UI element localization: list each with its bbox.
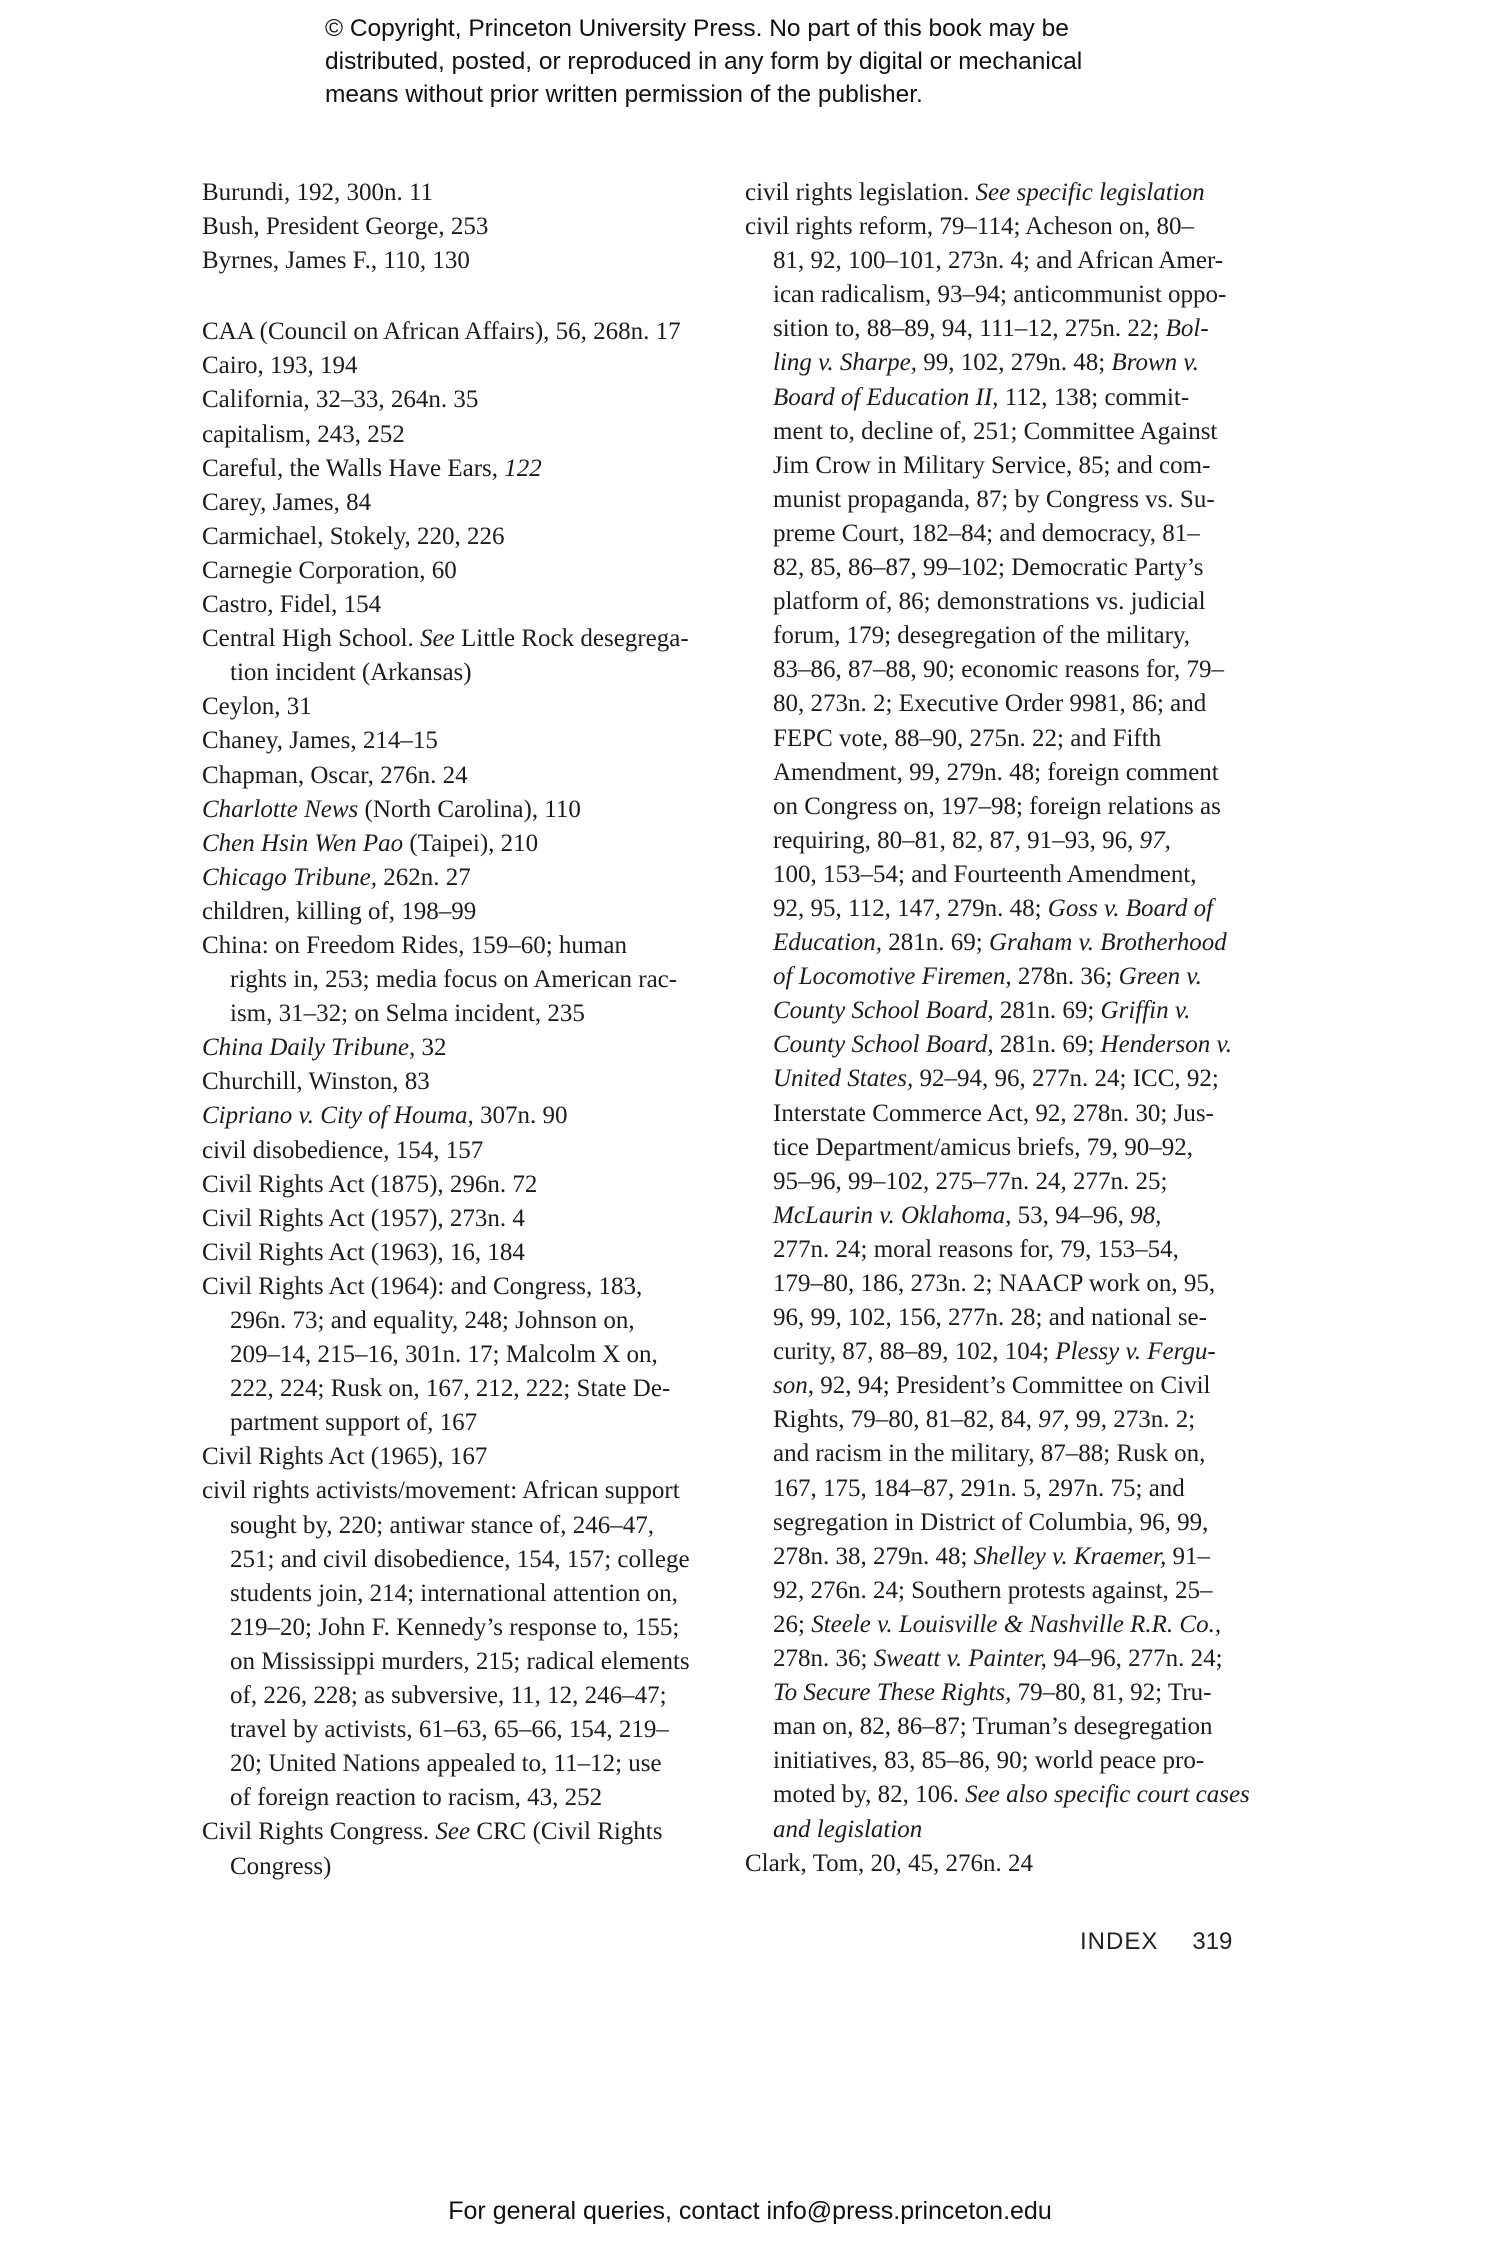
- italic-text: son,: [773, 1372, 814, 1400]
- entry-text: 53, 94–96,: [1011, 1201, 1131, 1229]
- italic-text: Steele v. Louisville & Nashville R.R. Co.,: [811, 1610, 1222, 1638]
- letter-section-gap: [202, 278, 722, 315]
- italic-text: Cipriano v. City of Houma,: [202, 1102, 474, 1130]
- italic-text: 122: [504, 454, 542, 482]
- entry-text: 262n. 27: [377, 863, 471, 891]
- index-entry: [745, 210, 1265, 244]
- entry-text: civil rights reform, 79–114; Acheson on, 80–: [745, 213, 1195, 241]
- italic-text: 97,: [1139, 826, 1171, 854]
- italic-text: 98,: [1130, 1201, 1162, 1229]
- italic-text: Shelley v. Kraemer,: [973, 1542, 1167, 1570]
- index-entry-continuation: [202, 1781, 722, 1815]
- italic-text: Plessy v. Fergu-: [1055, 1338, 1216, 1366]
- entry-text: 92, 95, 112, 147, 279n. 48;: [773, 894, 1048, 922]
- index-entry-continuation: [202, 1372, 722, 1406]
- index-entry-continuation: [745, 1642, 1265, 1676]
- index-entry: [202, 1065, 722, 1099]
- page-number: 319: [1192, 1928, 1233, 1955]
- index-entry: [202, 520, 722, 554]
- entry-text: sought by, 220; antiwar stance of, 246–47,: [230, 1511, 654, 1539]
- index-entry-continuation: [745, 1778, 1265, 1812]
- italic-text: Chen Hsin Wen Pao: [202, 829, 404, 857]
- entry-text: Carnegie Corporation, 60: [202, 556, 457, 584]
- index-entry-continuation: [745, 892, 1265, 926]
- index-entry-continuation: [745, 1813, 1265, 1847]
- entry-text: ment to, decline of, 251; Committee Against: [773, 417, 1218, 445]
- entry-text: initiatives, 83, 85–86, 90; world peace pro-: [773, 1747, 1205, 1775]
- index-entry-continuation: [202, 656, 722, 690]
- entry-text: munist propaganda, 87; by Congress vs. Su-: [773, 485, 1215, 513]
- entry-text: civil rights activists/movement: African support: [202, 1477, 680, 1505]
- index-entry-continuation: [745, 312, 1265, 346]
- index-entry: [202, 1270, 722, 1304]
- entry-text: partment support of, 167: [230, 1409, 478, 1437]
- index-entry: [202, 690, 722, 724]
- entry-text: Little Rock desegrega-: [454, 625, 689, 653]
- index-entry: [202, 176, 722, 210]
- entry-text: 251; and civil disobedience, 154, 157; college: [230, 1545, 690, 1573]
- index-entry-continuation: [745, 1028, 1265, 1062]
- index-entry-continuation: [745, 1437, 1265, 1471]
- index-entry-continuation: [745, 244, 1265, 278]
- italic-text: Bol-: [1165, 315, 1209, 343]
- index-entry-continuation: [745, 1165, 1265, 1199]
- index-entry-continuation: [745, 790, 1265, 824]
- index-entry-continuation: [745, 722, 1265, 756]
- entry-text: Churchill, Winston, 83: [202, 1068, 430, 1096]
- index-entry-continuation: [202, 1406, 722, 1440]
- italic-text: Chicago Tribune,: [202, 863, 378, 891]
- entry-text: on Congress on, 197–98; foreign relations as: [773, 792, 1221, 820]
- entry-text: Civil Rights Act (1964): and Congress, 183,: [202, 1272, 643, 1300]
- index-entry: [202, 588, 722, 622]
- index-entry-continuation: [202, 1338, 722, 1372]
- entry-text: 96, 99, 102, 156, 277n. 28; and national se-: [773, 1304, 1207, 1332]
- index-entry-continuation: [745, 585, 1265, 619]
- index-entry: [202, 929, 722, 963]
- entry-text: Civil Rights Act (1875), 296n. 72: [202, 1170, 538, 1198]
- index-entry: [202, 210, 722, 244]
- index-entry-continuation: [202, 963, 722, 997]
- entry-text: 26;: [773, 1610, 812, 1638]
- index-entry: [202, 895, 722, 929]
- index-entry: [202, 759, 722, 793]
- index-entry-continuation: [745, 483, 1265, 517]
- index-entry-continuation: [745, 687, 1265, 721]
- entry-text: and racism in the military, 87–88; Rusk on,: [773, 1440, 1206, 1468]
- index-entry-continuation: [202, 1747, 722, 1781]
- italic-text: To Secure These Rights,: [773, 1679, 1012, 1707]
- entry-text: ism, 31–32; on Selma incident, 235: [230, 1000, 585, 1028]
- index-entry: [202, 244, 722, 278]
- entry-text: Civil Rights Act (1957), 273n. 4: [202, 1204, 525, 1232]
- index-entry: [202, 793, 722, 827]
- index-entry: [202, 1099, 722, 1133]
- entry-text: 32: [415, 1034, 447, 1062]
- index-entry: [202, 861, 722, 895]
- index-entry-continuation: [202, 1850, 722, 1884]
- index-entry-continuation: [202, 1645, 722, 1679]
- entry-text: 278n. 36;: [1011, 963, 1119, 991]
- entry-text: ican radicalism, 93–94; anticommunist oppo-: [773, 281, 1227, 309]
- index-entry-continuation: [202, 997, 722, 1031]
- index-entry-continuation: [745, 858, 1265, 892]
- index-entry: [745, 1847, 1265, 1881]
- entry-text: Bush, President George, 253: [202, 213, 489, 241]
- entry-text: China: on Freedom Rides, 159–60; human: [202, 931, 627, 959]
- index-column-left: [202, 176, 722, 1884]
- entry-text: sition to, 88–89, 94, 111–12, 275n. 22;: [773, 315, 1166, 343]
- entry-text: Chaney, James, 214–15: [202, 727, 438, 755]
- italic-text: of Locomotive Firemen,: [773, 963, 1012, 991]
- italic-text: Henderson v.: [1100, 1031, 1232, 1059]
- italic-text: Goss v. Board of: [1047, 894, 1214, 922]
- index-entry-continuation: [745, 619, 1265, 653]
- entry-text: preme Court, 182–84; and democracy, 81–: [773, 519, 1200, 547]
- entry-text: 112, 138; commit-: [998, 383, 1190, 411]
- index-entry-continuation: [745, 926, 1265, 960]
- italic-text: See: [435, 1818, 471, 1846]
- index-entry-continuation: [202, 1577, 722, 1611]
- index-entry-continuation: [745, 1744, 1265, 1778]
- index-entry-continuation: [745, 517, 1265, 551]
- entry-text: capitalism, 243, 252: [202, 420, 405, 448]
- italic-text: Brown v.: [1111, 349, 1199, 377]
- entry-text: 20; United Nations appealed to, 11–12; use: [230, 1750, 662, 1778]
- entry-text: Civil Rights Congress.: [202, 1818, 436, 1846]
- index-entry-continuation: [745, 1403, 1265, 1437]
- copyright-line: means without prior written permission of the publisher.: [325, 81, 923, 108]
- entry-text: 80, 273n. 2; Executive Order 9981, 86; and: [773, 690, 1207, 718]
- entry-text: Interstate Commerce Act, 92, 278n. 30; Jus-: [773, 1099, 1214, 1127]
- index-entry: [202, 1440, 722, 1474]
- entry-text: 99, 102, 279n. 48;: [916, 349, 1112, 377]
- index-entry: [202, 383, 722, 417]
- entry-text: moted by, 82, 106.: [773, 1781, 966, 1809]
- entry-text: 278n. 36;: [773, 1645, 874, 1673]
- index-entry: [202, 486, 722, 520]
- italic-text: County School Board,: [773, 997, 994, 1025]
- entry-text: travel by activists, 61–63, 65–66, 154, 219–: [230, 1716, 669, 1744]
- index-entry: [202, 1815, 722, 1849]
- entry-text: CRC (Civil Rights: [470, 1818, 663, 1846]
- entry-text: Byrnes, James F., 110, 130: [202, 247, 470, 275]
- index-entry-continuation: [202, 1509, 722, 1543]
- index-entry: [202, 1134, 722, 1168]
- italic-text: See also specific court cases: [965, 1781, 1250, 1809]
- entry-text: 277n. 24; moral reasons for, 79, 153–54,: [773, 1235, 1179, 1263]
- entry-text: FEPC vote, 88–90, 275n. 22; and Fifth: [773, 724, 1162, 752]
- entry-text: 99, 273n. 2;: [1069, 1406, 1196, 1434]
- index-entry-continuation: [202, 1611, 722, 1645]
- entry-text: 296n. 73; and equality, 248; Johnson on,: [230, 1307, 635, 1334]
- entry-text: 281n. 69;: [882, 929, 989, 957]
- index-entry-continuation: [745, 653, 1265, 687]
- index-entry: [202, 1474, 722, 1508]
- entry-text: of, 226, 228; as subversive, 11, 12, 246–47;: [230, 1682, 667, 1710]
- index-entry-continuation: [745, 1301, 1265, 1335]
- italic-text: Green v.: [1118, 963, 1202, 991]
- entry-text: forum, 179; desegregation of the military,: [773, 622, 1191, 650]
- index-entry-continuation: [745, 1131, 1265, 1165]
- index-entry-continuation: [745, 346, 1265, 380]
- index-entry-continuation: [745, 278, 1265, 312]
- entry-text: 179–80, 186, 273n. 2; NAACP work on, 95,: [773, 1270, 1216, 1297]
- italic-text: See specific legislation: [975, 179, 1205, 206]
- contact-footer: For general queries, contact info@press.princeton.edu: [448, 2197, 1052, 2225]
- entry-text: California, 32–33, 264n. 35: [202, 386, 479, 414]
- entry-text: segregation in District of Columbia, 96, 99,: [773, 1508, 1209, 1536]
- entry-text: civil disobedience, 154, 157: [202, 1136, 484, 1164]
- index-entry-continuation: [202, 1304, 722, 1338]
- entry-text: Careful, the Walls Have Ears,: [202, 454, 505, 482]
- index-entry-continuation: [745, 1574, 1265, 1608]
- entry-text: requiring, 80–81, 82, 87, 91–93, 96,: [773, 826, 1140, 854]
- index-entry: [202, 1236, 722, 1270]
- entry-text: 92, 94; President’s Committee on Civil: [813, 1372, 1211, 1400]
- entry-text: 95–96, 99–102, 275–77n. 24, 277n. 25;: [773, 1167, 1168, 1195]
- index-entry-continuation: [202, 1713, 722, 1747]
- entry-text: 167, 175, 184–87, 291n. 5, 297n. 75; and: [773, 1474, 1185, 1502]
- index-entry: [202, 452, 722, 486]
- entry-text: Carmichael, Stokely, 220, 226: [202, 522, 505, 550]
- italic-text: and legislation: [773, 1815, 923, 1843]
- index-entry-continuation: [745, 824, 1265, 858]
- index-entry-continuation: [202, 1679, 722, 1713]
- entry-text: 307n. 90: [473, 1102, 568, 1130]
- italic-text: Charlotte News: [202, 795, 359, 823]
- index-entry-continuation: [745, 1472, 1265, 1506]
- index-entry: [202, 1202, 722, 1236]
- entry-text: (Taipei), 210: [403, 829, 539, 857]
- italic-text: Graham v. Brotherhood: [988, 929, 1227, 957]
- copyright-notice: [325, 12, 1225, 111]
- entry-text: platform of, 86; demonstrations vs. judicial: [773, 588, 1206, 616]
- index-entry: [202, 724, 722, 758]
- copyright-line: © Copyright, Princeton University Press. No part of this book may be: [325, 15, 1069, 42]
- entry-text: 91–: [1166, 1542, 1210, 1570]
- italic-text: Board of Education II,: [773, 383, 999, 411]
- entry-text: CAA (Council on African Affairs), 56, 268n. 17: [202, 318, 681, 346]
- index-entry: [202, 1168, 722, 1202]
- italic-text: ling v. Sharpe,: [773, 349, 917, 377]
- entry-text: Civil Rights Act (1963), 16, 184: [202, 1238, 525, 1266]
- index-entry: [202, 1031, 722, 1065]
- italic-text: 97,: [1038, 1406, 1070, 1434]
- section-label: INDEX: [1080, 1928, 1159, 1955]
- entry-text: Amendment, 99, 279n. 48; foreign comment: [773, 758, 1219, 786]
- entry-text: (North Carolina), 110: [358, 795, 581, 823]
- index-column-right: [745, 176, 1265, 1881]
- index-entry-continuation: [745, 994, 1265, 1028]
- entry-text: 79–80, 81, 92; Tru-: [1011, 1679, 1212, 1707]
- entry-text: students join, 214; international attention on,: [230, 1579, 678, 1607]
- index-entry: [202, 315, 722, 349]
- entry-text: 222, 224; Rusk on, 167, 212, 222; State De-: [230, 1375, 671, 1403]
- italic-text: United States,: [773, 1065, 914, 1093]
- entry-text: Chapman, Oscar, 276n. 24: [202, 761, 468, 789]
- entry-text: Burundi, 192, 300n. 11: [202, 179, 434, 206]
- entry-text: man on, 82, 86–87; Truman’s desegregation: [773, 1713, 1213, 1741]
- index-entry-continuation: [745, 1506, 1265, 1540]
- entry-text: 94–96, 277n. 24;: [1046, 1645, 1223, 1673]
- entry-text: 278n. 38, 279n. 48;: [773, 1542, 974, 1570]
- entry-text: rights in, 253; media focus on American rac-: [230, 966, 678, 994]
- entry-text: Jim Crow in Military Service, 85; and com-: [773, 451, 1211, 479]
- index-entry: [202, 827, 722, 861]
- entry-text: 92–94, 96, 277n. 24; ICC, 92;: [913, 1065, 1219, 1093]
- index-entry: [202, 554, 722, 588]
- entry-text: 100, 153–54; and Fourteenth Amendment,: [773, 860, 1197, 888]
- index-entry-continuation: [745, 1267, 1265, 1301]
- entry-text: Rights, 79–80, 81–82, 84,: [773, 1406, 1039, 1434]
- index-entry-continuation: [745, 1369, 1265, 1403]
- index-entry-continuation: [745, 960, 1265, 994]
- italic-text: McLaurin v. Oklahoma,: [773, 1201, 1012, 1229]
- entry-text: 92, 276n. 24; Southern protests against, 25–: [773, 1576, 1213, 1604]
- italic-text: County School Board,: [773, 1031, 994, 1059]
- entry-text: 281n. 69;: [993, 997, 1101, 1025]
- copyright-line: distributed, posted, or reproduced in any form by digital or mechanical: [325, 48, 1083, 75]
- entry-text: curity, 87, 88–89, 102, 104;: [773, 1338, 1056, 1366]
- entry-text: on Mississippi murders, 215; radical elements: [230, 1647, 690, 1675]
- index-entry-continuation: [745, 1540, 1265, 1574]
- index-entry-continuation: [745, 1710, 1265, 1744]
- entry-text: 81, 92, 100–101, 273n. 4; and African Amer-: [773, 247, 1224, 275]
- index-entry-continuation: [202, 1543, 722, 1577]
- index-entry-continuation: [745, 381, 1265, 415]
- index-entry-continuation: [745, 415, 1265, 449]
- italic-text: See: [420, 625, 455, 653]
- italic-text: China Daily Tribune,: [202, 1034, 416, 1062]
- index-entry-continuation: [745, 449, 1265, 483]
- entry-text: tice Department/amicus briefs, 79, 90–92,: [773, 1133, 1194, 1161]
- entry-text: children, killing of, 198–99: [202, 897, 477, 925]
- index-entry: [745, 176, 1265, 210]
- index-entry: [202, 349, 722, 383]
- index-entry-continuation: [745, 1062, 1265, 1096]
- index-entry-continuation: [745, 1097, 1265, 1131]
- entry-text: of foreign reaction to racism, 43, 252: [230, 1784, 603, 1812]
- entry-text: Cairo, 193, 194: [202, 352, 358, 380]
- index-entry-continuation: [745, 1608, 1265, 1642]
- running-footer: [1080, 1928, 1232, 1956]
- index-entry-continuation: [745, 1676, 1265, 1710]
- index-entry-continuation: [745, 1199, 1265, 1233]
- italic-text: Education,: [773, 929, 883, 957]
- index-entry: [202, 418, 722, 452]
- entry-text: Castro, Fidel, 154: [202, 591, 382, 619]
- entry-text: 219–20; John F. Kennedy’s response to, 155;: [230, 1613, 680, 1641]
- index-entry-continuation: [745, 551, 1265, 585]
- entry-text: Ceylon, 31: [202, 693, 312, 721]
- entry-text: 82, 85, 86–87, 99–102; Democratic Party’s: [773, 554, 1204, 582]
- entry-text: tion incident (Arkansas): [230, 659, 472, 687]
- entry-text: civil rights legislation.: [745, 179, 976, 206]
- entry-text: 209–14, 215–16, 301n. 17; Malcolm X on,: [230, 1341, 658, 1369]
- italic-text: Sweatt v. Painter,: [873, 1645, 1047, 1673]
- entry-text: 281n. 69;: [993, 1031, 1101, 1059]
- index-entry-continuation: [745, 1233, 1265, 1267]
- entry-text: Clark, Tom, 20, 45, 276n. 24: [745, 1849, 1034, 1877]
- entry-text: Congress): [230, 1852, 332, 1880]
- italic-text: Griffin v.: [1100, 997, 1191, 1025]
- entry-text: Carey, James, 84: [202, 488, 372, 516]
- entry-text: 83–86, 87–88, 90; economic reasons for, 79–: [773, 656, 1225, 684]
- index-entry-continuation: [745, 1335, 1265, 1369]
- entry-text: Civil Rights Act (1965), 167: [202, 1443, 488, 1471]
- index-entry-continuation: [745, 756, 1265, 790]
- index-entry: [202, 622, 722, 656]
- entry-text: Central High School.: [202, 625, 421, 653]
